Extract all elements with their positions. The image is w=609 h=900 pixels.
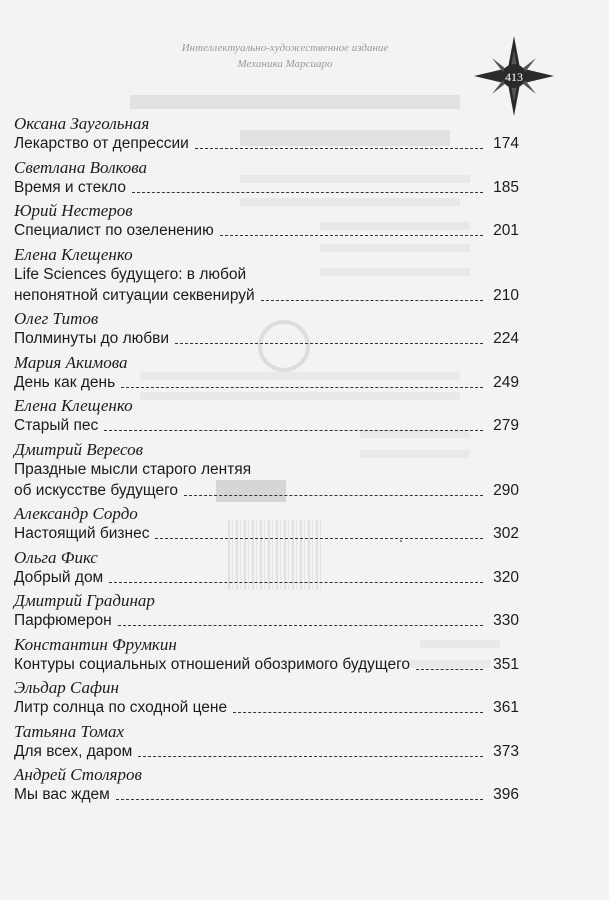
toc-entry — [14, 504, 519, 544]
toc-title-row — [14, 133, 519, 154]
toc-leader — [416, 668, 483, 670]
toc-author: Татьяна Томах — [14, 721, 125, 741]
toc-title-row — [14, 654, 519, 675]
toc-entry — [14, 245, 519, 306]
toc-author: Ольга Фикс — [14, 547, 98, 567]
toc-page-number: 302 — [493, 525, 519, 542]
toc-title-row — [14, 697, 519, 718]
toc-leader — [121, 386, 483, 388]
toc-page-number: 210 — [493, 286, 519, 304]
toc-entry — [14, 201, 519, 241]
toc-title: Старый пес — [14, 417, 99, 434]
toc-author: Елена Клещенко — [14, 396, 133, 415]
toc-leader — [220, 234, 483, 236]
bleed-through-heading — [130, 95, 460, 109]
toc-page-number: 320 — [493, 568, 519, 586]
toc-page-number: 290 — [493, 481, 519, 499]
toc-page-number: 279 — [493, 417, 519, 434]
toc-page-number: 249 — [493, 373, 519, 391]
toc-leader — [233, 711, 483, 713]
toc-entry — [14, 765, 519, 805]
toc-title: Добрый дом — [14, 568, 104, 586]
toc-title-row — [14, 523, 519, 544]
toc-entry — [14, 158, 519, 198]
toc-author: Константин Фрумкин — [14, 634, 177, 654]
toc-title: Контуры социальных отношений обозримого будущего — [14, 655, 411, 673]
toc-title-row — [14, 372, 519, 393]
toc-title: непонятной ситуации секвенируй — [14, 286, 255, 304]
toc-leader — [261, 299, 483, 301]
toc-title-row — [14, 285, 519, 306]
toc-author: Дмитрий Градинар — [14, 591, 155, 610]
toc-leader — [116, 798, 483, 800]
toc-page-number: 224 — [493, 330, 519, 347]
toc-title-row — [14, 480, 519, 501]
toc-entry — [14, 440, 519, 501]
toc-title: Полминуты до любви — [14, 330, 170, 347]
toc-author: Андрей Столяров — [14, 765, 142, 784]
toc-page-number: 351 — [493, 655, 519, 673]
running-title — [120, 40, 450, 72]
toc-author: Юрий Нестеров — [14, 201, 133, 220]
toc-leader — [118, 624, 483, 626]
toc-title: об искусстве будущего — [14, 481, 179, 499]
toc-entry — [14, 396, 519, 436]
toc-title-line: Праздные мысли старого лентяя — [14, 460, 252, 478]
toc-entry — [14, 114, 519, 154]
toc-leader — [175, 342, 483, 344]
toc-author: Олег Титов — [14, 309, 99, 328]
toc-leader — [138, 755, 483, 757]
toc-author: Светлана Волкова — [14, 157, 148, 177]
running-title-line1: Интеллектуально-художественное издание — [181, 42, 389, 54]
toc-title-row — [14, 415, 519, 436]
toc-author: Оксана Заугольная — [14, 114, 150, 133]
toc-page-number: 330 — [493, 612, 519, 629]
toc-page-number: 185 — [493, 178, 519, 196]
toc-title: Специалист по озеленению — [14, 222, 214, 239]
toc-title: Парфюмерон — [14, 612, 112, 629]
toc-title-row — [14, 784, 519, 805]
toc-author: Мария Акимова — [14, 352, 128, 372]
toc-leader — [155, 537, 483, 539]
toc-author: Эльдар Сафин — [14, 678, 119, 697]
toc-title-row — [14, 220, 519, 241]
toc-leader — [109, 581, 483, 583]
toc-entry — [14, 353, 519, 393]
toc-title: Для всех, даром — [14, 742, 133, 760]
toc-author: Александр Сордо — [14, 504, 138, 523]
toc-title: Мы вас ждем — [14, 786, 110, 803]
running-title-line2: Механика Марсиаро — [237, 58, 333, 70]
toc-title: Лекарство от депрессии — [14, 135, 189, 152]
toc-page-number: 396 — [493, 786, 519, 803]
toc-page-number: 373 — [493, 742, 519, 760]
toc-title-line: Life Sciences будущего: в любой — [14, 265, 247, 283]
toc-leader — [195, 147, 483, 149]
toc-entry — [14, 722, 519, 762]
toc-entry — [14, 548, 519, 588]
toc-title-row — [14, 328, 519, 349]
toc-title-row — [14, 610, 519, 631]
toc-entry — [14, 309, 519, 349]
toc-title-row — [14, 567, 519, 588]
toc-title: Настоящий бизнес — [14, 525, 150, 542]
toc-leader — [132, 191, 483, 193]
toc-title: День как день — [14, 373, 116, 391]
page-header — [0, 0, 609, 110]
toc-title: Литр солнца по сходной цене — [14, 699, 228, 716]
toc-page-number: 174 — [493, 135, 519, 152]
toc-page-number: 361 — [493, 699, 519, 716]
toc-author: Дмитрий Вересов — [14, 439, 143, 459]
toc-title: Время и стекло — [14, 178, 126, 196]
toc-page-number: 201 — [493, 222, 519, 239]
toc-entry — [14, 678, 519, 718]
page-number: 413 — [505, 70, 523, 84]
table-of-contents — [14, 114, 519, 809]
toc-title-row — [14, 741, 519, 762]
toc-leader — [104, 429, 483, 431]
toc-title-row — [14, 177, 519, 198]
toc-entry — [14, 591, 519, 631]
toc-leader — [184, 494, 483, 496]
toc-author: Елена Клещенко — [14, 244, 133, 264]
toc-entry — [14, 635, 519, 675]
